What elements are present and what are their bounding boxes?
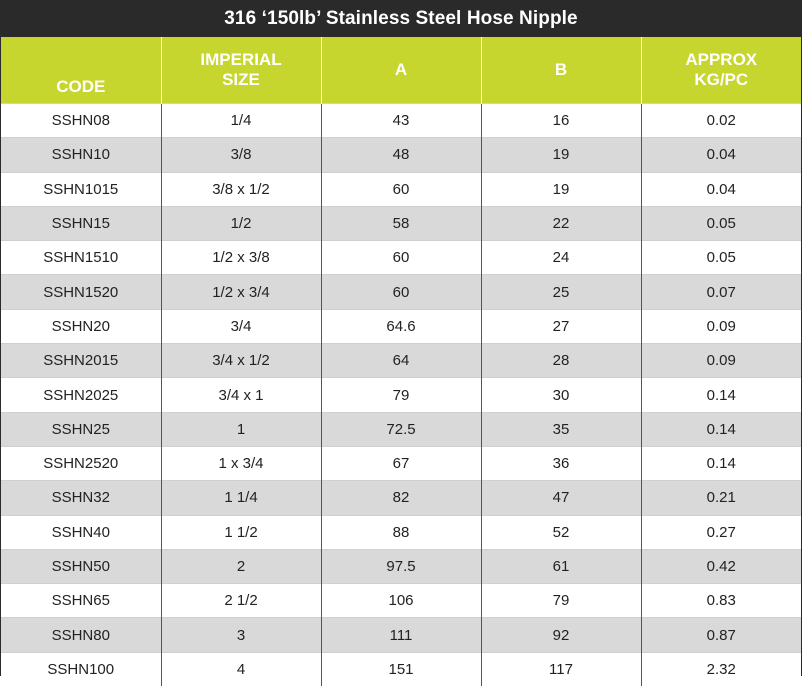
cell-a: 106 [321, 584, 481, 618]
cell-code: SSHN25 [1, 412, 161, 446]
header-approx-line2: KG/PC [694, 70, 748, 89]
cell-code: SSHN10 [1, 138, 161, 172]
cell-approx-kg: 0.21 [641, 481, 801, 515]
header-approx-kg [641, 37, 801, 104]
cell-approx-kg: 0.14 [641, 446, 801, 480]
cell-approx-kg: 0.42 [641, 549, 801, 583]
cell-a: 60 [321, 241, 481, 275]
cell-a: 43 [321, 104, 481, 138]
cell-b: 30 [481, 378, 641, 412]
cell-approx-kg: 0.05 [641, 206, 801, 240]
cell-imperial-size: 3/4 [161, 309, 321, 343]
cell-code: SSHN1015 [1, 172, 161, 206]
cell-approx-kg: 0.05 [641, 241, 801, 275]
cell-b: 117 [481, 652, 641, 686]
cell-approx-kg: 0.07 [641, 275, 801, 309]
table-row [1, 275, 801, 309]
table-row [1, 481, 801, 515]
table-row [1, 172, 801, 206]
cell-a: 151 [321, 652, 481, 686]
table-row [1, 584, 801, 618]
table-row [1, 446, 801, 480]
cell-a: 64 [321, 344, 481, 378]
table-row [1, 104, 801, 138]
cell-approx-kg: 0.09 [641, 309, 801, 343]
cell-code: SSHN80 [1, 618, 161, 652]
cell-a: 64.6 [321, 309, 481, 343]
cell-b: 22 [481, 206, 641, 240]
header-imperial-size [161, 37, 321, 104]
cell-approx-kg: 0.04 [641, 172, 801, 206]
cell-imperial-size: 2 1/2 [161, 584, 321, 618]
cell-code: SSHN1520 [1, 275, 161, 309]
cell-code: SSHN2025 [1, 378, 161, 412]
cell-a: 58 [321, 206, 481, 240]
table-row [1, 515, 801, 549]
cell-b: 19 [481, 138, 641, 172]
cell-approx-kg: 0.87 [641, 618, 801, 652]
cell-approx-kg: 0.83 [641, 584, 801, 618]
table-header [1, 37, 801, 104]
cell-a: 48 [321, 138, 481, 172]
table-row [1, 412, 801, 446]
cell-imperial-size: 1 [161, 412, 321, 446]
cell-imperial-size: 1/2 x 3/4 [161, 275, 321, 309]
cell-b: 27 [481, 309, 641, 343]
cell-a: 111 [321, 618, 481, 652]
spec-table [1, 37, 801, 686]
table-row [1, 309, 801, 343]
cell-code: SSHN08 [1, 104, 161, 138]
cell-b: 35 [481, 412, 641, 446]
table-row [1, 378, 801, 412]
cell-b: 36 [481, 446, 641, 480]
cell-a: 82 [321, 481, 481, 515]
cell-b: 92 [481, 618, 641, 652]
cell-b: 79 [481, 584, 641, 618]
cell-b: 19 [481, 172, 641, 206]
cell-imperial-size: 2 [161, 549, 321, 583]
cell-approx-kg: 0.04 [641, 138, 801, 172]
cell-imperial-size: 1 1/2 [161, 515, 321, 549]
cell-imperial-size: 1/2 [161, 206, 321, 240]
cell-a: 88 [321, 515, 481, 549]
header-b: B [481, 37, 641, 104]
header-a: A [321, 37, 481, 104]
cell-code: SSHN100 [1, 652, 161, 686]
table-row [1, 618, 801, 652]
cell-code: SSHN65 [1, 584, 161, 618]
table-row [1, 344, 801, 378]
cell-a: 67 [321, 446, 481, 480]
cell-imperial-size: 1 x 3/4 [161, 446, 321, 480]
cell-code: SSHN2520 [1, 446, 161, 480]
cell-approx-kg: 2.32 [641, 652, 801, 686]
cell-imperial-size: 3/4 x 1/2 [161, 344, 321, 378]
cell-a: 97.5 [321, 549, 481, 583]
cell-approx-kg: 0.14 [641, 378, 801, 412]
header-row [1, 37, 801, 104]
header-code: CODE [1, 37, 161, 104]
table-row [1, 241, 801, 275]
table-title: 316 ‘150lb’ Stainless Steel Hose Nipple [1, 1, 801, 37]
table-row [1, 652, 801, 686]
cell-code: SSHN32 [1, 481, 161, 515]
table-row [1, 206, 801, 240]
cell-code: SSHN15 [1, 206, 161, 240]
cell-imperial-size: 3/8 x 1/2 [161, 172, 321, 206]
cell-b: 24 [481, 241, 641, 275]
cell-a: 72.5 [321, 412, 481, 446]
cell-approx-kg: 0.09 [641, 344, 801, 378]
cell-imperial-size: 1 1/4 [161, 481, 321, 515]
header-imperial-line1: IMPERIAL [200, 50, 281, 69]
cell-b: 25 [481, 275, 641, 309]
cell-code: SSHN50 [1, 549, 161, 583]
cell-b: 28 [481, 344, 641, 378]
cell-imperial-size: 1/2 x 3/8 [161, 241, 321, 275]
cell-b: 16 [481, 104, 641, 138]
cell-approx-kg: 0.02 [641, 104, 801, 138]
cell-code: SSHN40 [1, 515, 161, 549]
cell-imperial-size: 3 [161, 618, 321, 652]
cell-a: 60 [321, 172, 481, 206]
cell-code: SSHN20 [1, 309, 161, 343]
cell-b: 52 [481, 515, 641, 549]
cell-imperial-size: 3/8 [161, 138, 321, 172]
cell-approx-kg: 0.14 [641, 412, 801, 446]
cell-a: 79 [321, 378, 481, 412]
cell-imperial-size: 1/4 [161, 104, 321, 138]
header-approx-line1: APPROX [685, 50, 757, 69]
table-body [1, 104, 801, 686]
cell-imperial-size: 3/4 x 1 [161, 378, 321, 412]
table-row [1, 549, 801, 583]
cell-imperial-size: 4 [161, 652, 321, 686]
header-imperial-line2: SIZE [222, 70, 260, 89]
cell-b: 47 [481, 481, 641, 515]
table-row [1, 138, 801, 172]
cell-code: SSHN2015 [1, 344, 161, 378]
cell-a: 60 [321, 275, 481, 309]
cell-approx-kg: 0.27 [641, 515, 801, 549]
cell-b: 61 [481, 549, 641, 583]
cell-code: SSHN1510 [1, 241, 161, 275]
